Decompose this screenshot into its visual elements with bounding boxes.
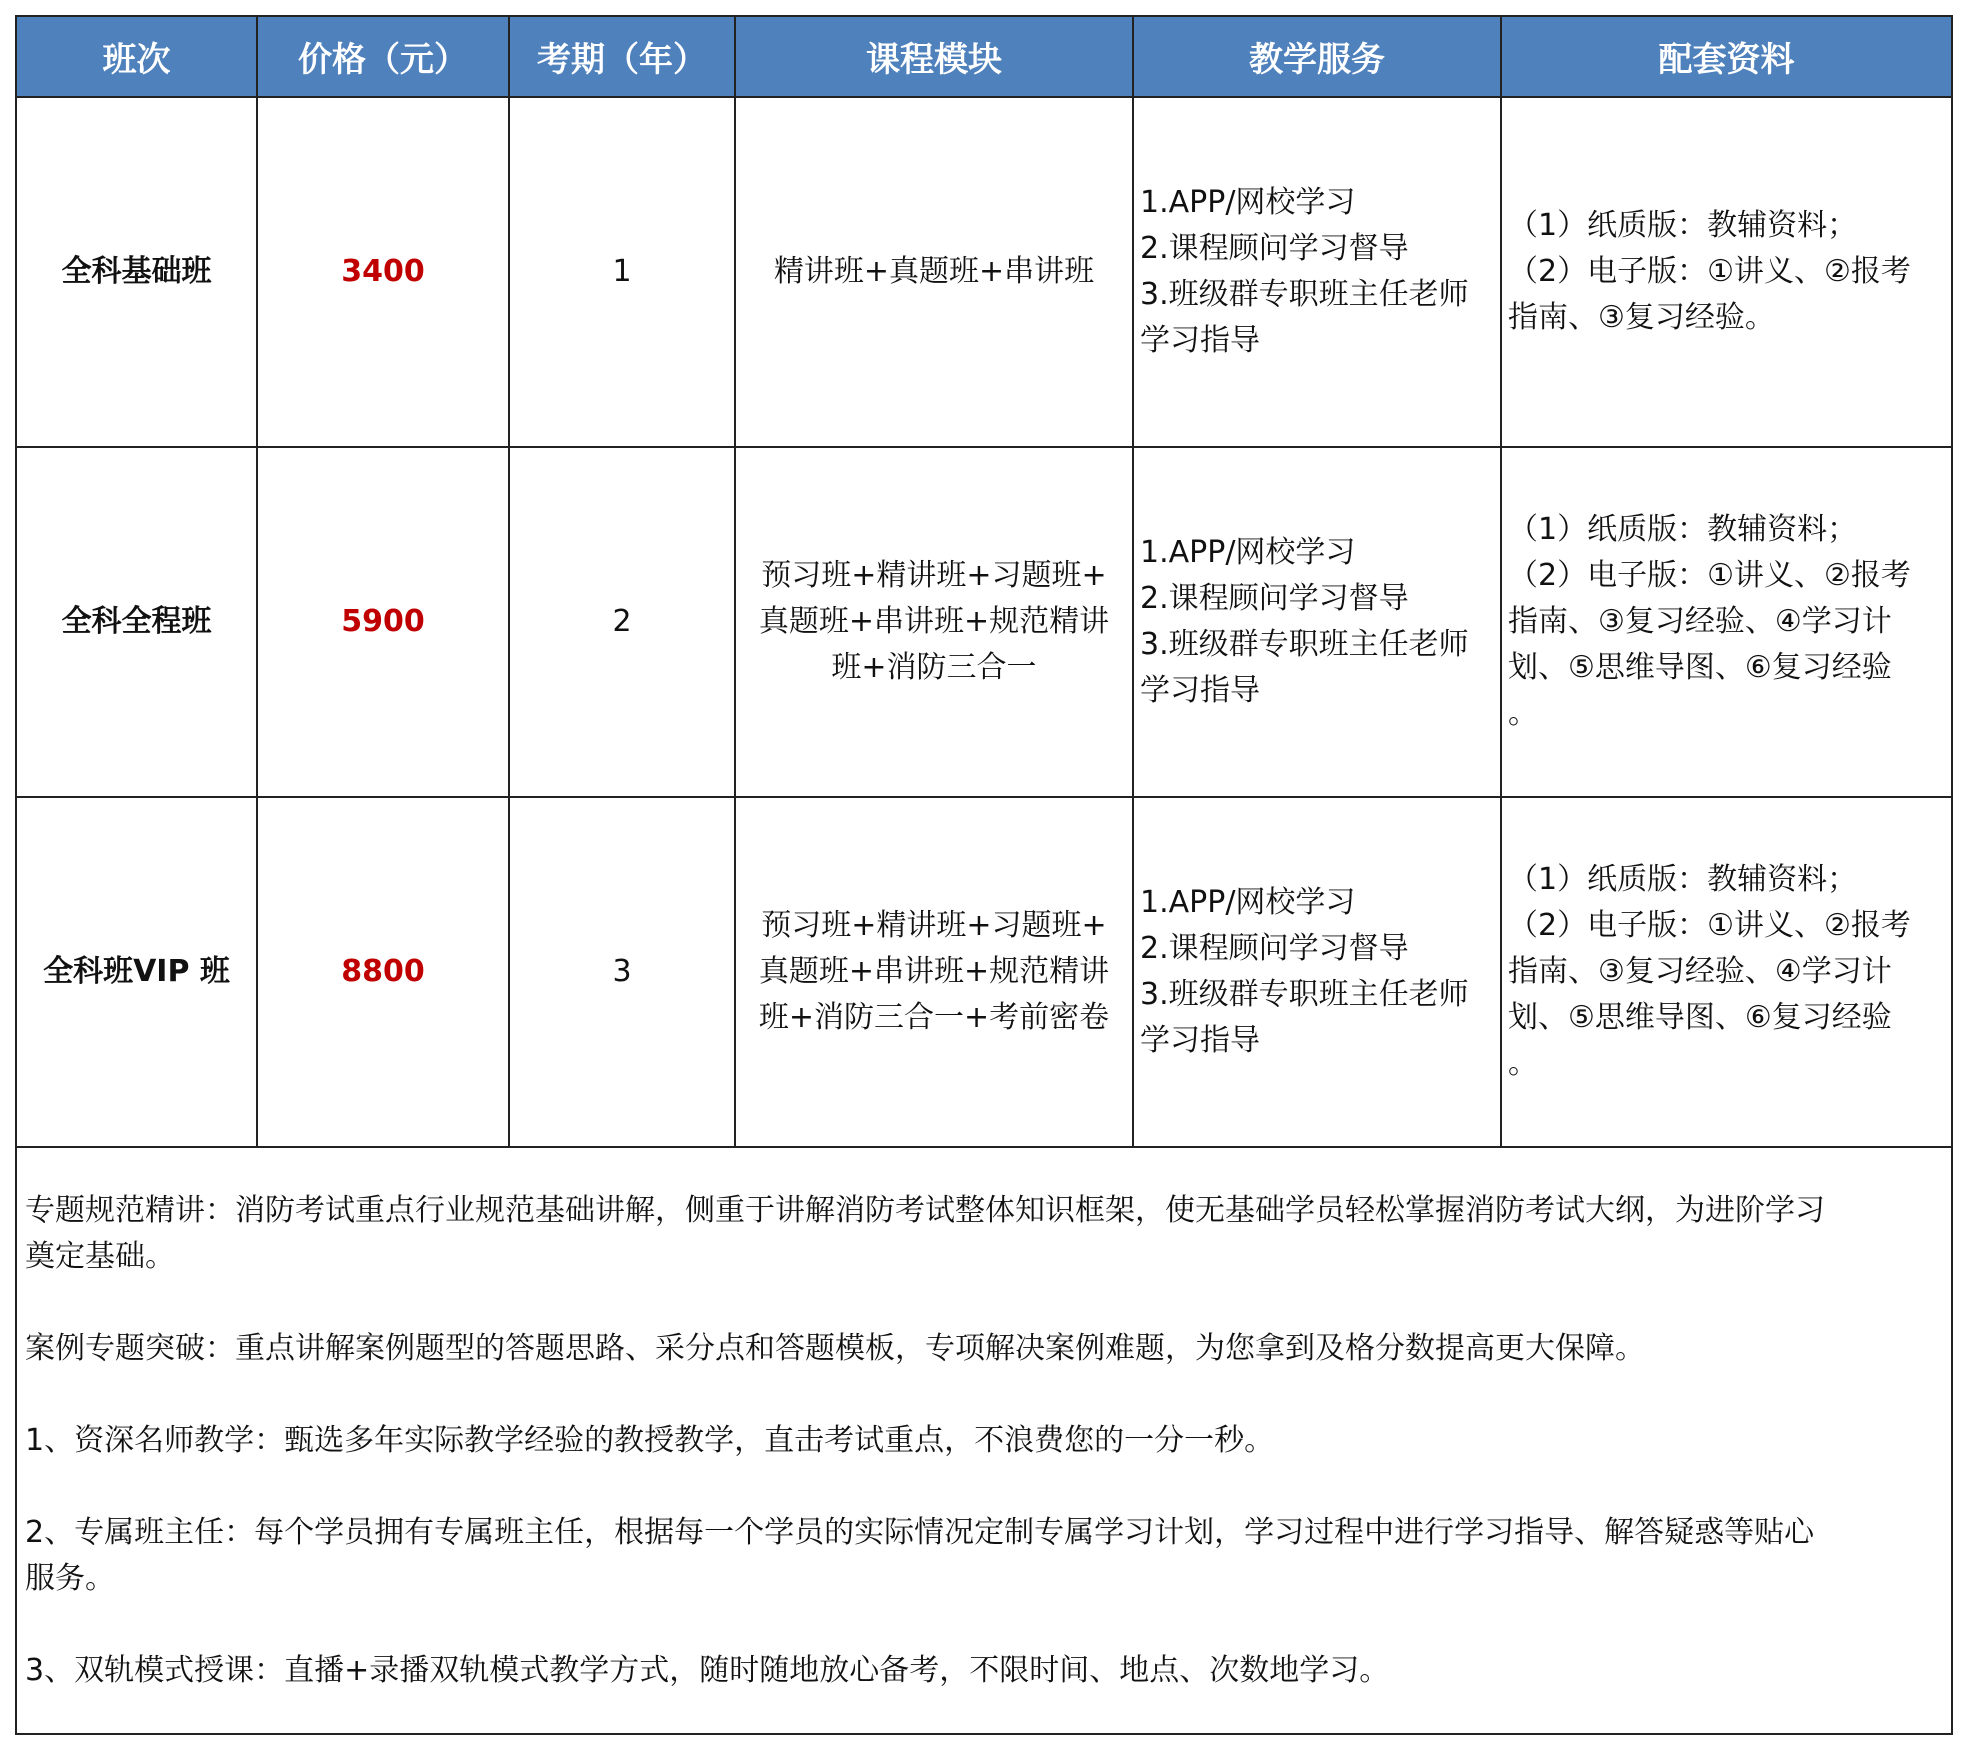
service-line: 学习指导 <box>1140 673 1260 708</box>
note-line: 案例专题突破：重点讲解案例题型的答题思路、采分点和答题模板，专项解决案例难题，为您拿到及格分数提高更大保障。 <box>25 1331 1645 1366</box>
header-row <box>17 17 1951 97</box>
material-line: （2）电子版：①讲义、②报考 <box>1508 908 1911 943</box>
material-line: 划、⑤思维导图、⑥复习经验 <box>1508 650 1892 685</box>
service-line: 2.课程顾问学习督导 <box>1140 931 1409 966</box>
header-services: 教学服务 <box>1133 17 1501 97</box>
material-line: （1）纸质版：教辅资料； <box>1508 862 1858 897</box>
note-line: 专题规范精讲：消防考试重点行业规范基础讲解，侧重于讲解消防考试整体知识框架，使无基础学员轻松掌握消防考试大纲，为进阶学习 <box>25 1193 1825 1228</box>
note-line: 3、双轨模式授课：直播+录播双轨模式教学方式，随时随地放心备考，不限时间、地点、次数地学习。 <box>25 1653 1390 1688</box>
class-price: 8800 <box>257 797 509 1147</box>
module-line: 真题班+串讲班+规范精讲 <box>758 954 1110 989</box>
class-services <box>1133 447 1501 797</box>
service-line: 3.班级群专职班主任老师 <box>1140 627 1469 662</box>
material-line: 指南、③复习经验、④学习计 <box>1508 954 1892 989</box>
class-modules <box>735 97 1133 447</box>
class-materials <box>1501 97 1951 447</box>
header-price: 价格（元） <box>257 17 509 97</box>
header-modules: 课程模块 <box>735 17 1133 97</box>
class-name: 全科基础班 <box>17 97 257 447</box>
note-paragraph <box>25 1188 1943 1280</box>
class-modules <box>735 797 1133 1147</box>
service-line: 1.APP/网校学习 <box>1140 185 1356 220</box>
material-line: 。 <box>1508 696 1538 731</box>
class-period: 3 <box>509 797 735 1147</box>
notes-section <box>17 1148 1951 1694</box>
class-materials <box>1501 797 1951 1147</box>
module-line: 精讲班+真题班+串讲班 <box>773 254 1095 289</box>
class-modules <box>735 447 1133 797</box>
course-table <box>17 17 1951 1148</box>
class-period: 2 <box>509 447 735 797</box>
material-line: 指南、③复习经验、④学习计 <box>1508 604 1892 639</box>
material-line: （1）纸质版：教辅资料； <box>1508 208 1858 243</box>
header-materials: 配套资料 <box>1501 17 1951 97</box>
material-line: （2）电子版：①讲义、②报考 <box>1508 558 1911 593</box>
class-name: 全科全程班 <box>17 447 257 797</box>
service-line: 学习指导 <box>1140 1023 1260 1058</box>
class-services <box>1133 797 1501 1147</box>
service-line: 2.课程顾问学习督导 <box>1140 231 1409 266</box>
material-line: 。 <box>1508 1046 1538 1081</box>
material-line: 指南、③复习经验。 <box>1508 300 1775 335</box>
note-paragraph <box>25 1418 1943 1464</box>
header-period: 考期（年） <box>509 17 735 97</box>
module-line: 班+消防三合一 <box>831 650 1037 685</box>
note-paragraph <box>25 1510 1943 1602</box>
service-line: 学习指导 <box>1140 323 1260 358</box>
service-line: 3.班级群专职班主任老师 <box>1140 277 1469 312</box>
module-line: 班+消防三合一+考前密卷 <box>758 1000 1110 1035</box>
service-line: 2.课程顾问学习督导 <box>1140 581 1409 616</box>
table-row <box>17 797 1951 1147</box>
note-line: 奠定基础。 <box>25 1239 175 1274</box>
course-sheet <box>15 15 1953 1735</box>
class-materials <box>1501 447 1951 797</box>
note-line: 2、专属班主任：每个学员拥有专属班主任，根据每一个学员的实际情况定制专属学习计划，学习过程中进行学习指导、解答疑惑等贴心 <box>25 1515 1815 1550</box>
module-line: 真题班+串讲班+规范精讲 <box>758 604 1110 639</box>
table-row <box>17 97 1951 447</box>
service-line: 1.APP/网校学习 <box>1140 535 1356 570</box>
note-line: 1、资深名师教学：甄选多年实际教学经验的教授教学，直击考试重点，不浪费您的一分一秒。 <box>25 1423 1275 1458</box>
note-paragraph <box>25 1326 1943 1372</box>
service-line: 1.APP/网校学习 <box>1140 885 1356 920</box>
class-period: 1 <box>509 97 735 447</box>
table-row <box>17 447 1951 797</box>
class-price: 3400 <box>257 97 509 447</box>
class-name: 全科班VIP 班 <box>17 797 257 1147</box>
note-paragraph <box>25 1648 1943 1694</box>
note-line: 服务。 <box>25 1561 115 1596</box>
header-class: 班次 <box>17 17 257 97</box>
class-services <box>1133 97 1501 447</box>
class-price: 5900 <box>257 447 509 797</box>
material-line: 划、⑤思维导图、⑥复习经验 <box>1508 1000 1892 1035</box>
service-line: 3.班级群专职班主任老师 <box>1140 977 1469 1012</box>
material-line: （2）电子版：①讲义、②报考 <box>1508 254 1911 289</box>
module-line: 预习班+精讲班+习题班+ <box>761 908 1107 943</box>
module-line: 预习班+精讲班+习题班+ <box>761 558 1107 593</box>
material-line: （1）纸质版：教辅资料； <box>1508 512 1858 547</box>
